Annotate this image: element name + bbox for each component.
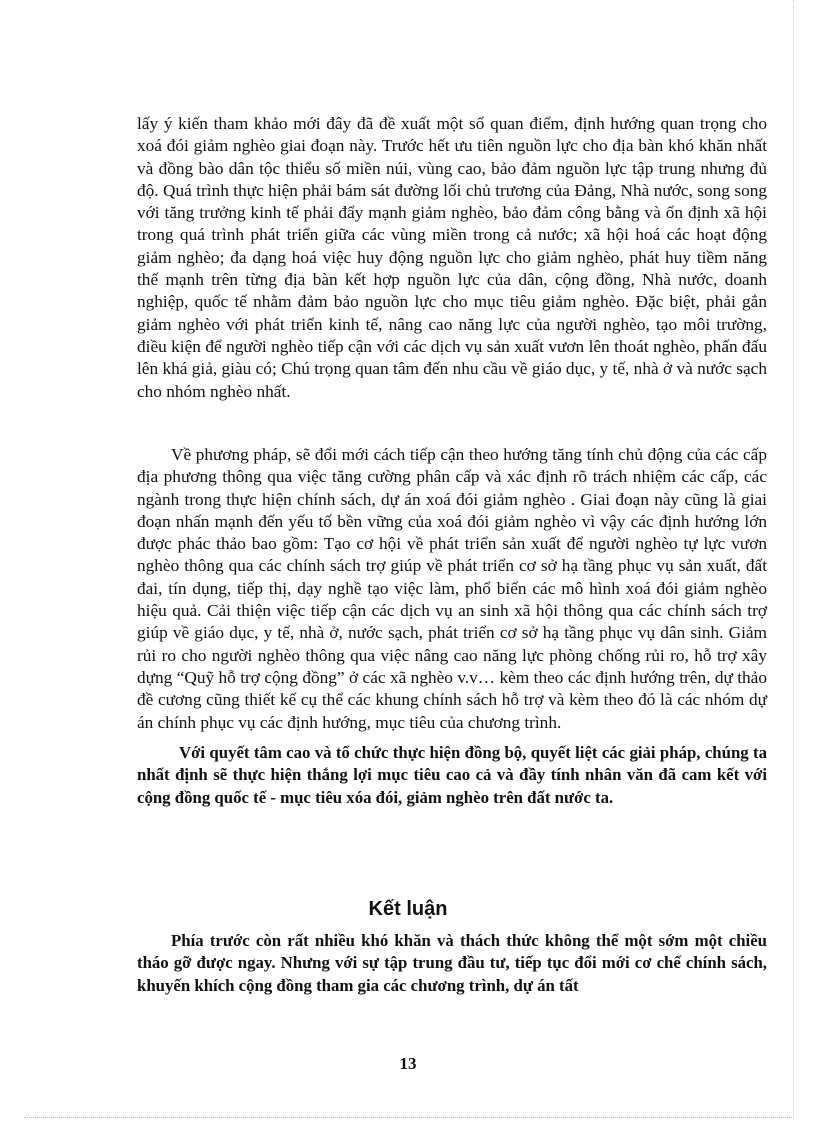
body-paragraph-3: Với quyết tâm cao và tổ chức thực hiện đồng bộ, quyết liệt các giải pháp, chúng ta nhất định sẽ thực hiện thắng lợi mục tiêu cao cả và đầy tính nhân văn đã cam kết với cộng đồng quốc tế - mục tiêu xóa đói, giảm nghèo trên đất nước ta. xyxy=(137,743,767,807)
page-right-border xyxy=(793,0,794,1120)
conclusion-paragraph: Phía trước còn rất nhiều khó khăn và thách thức không thể một sớm một chiều tháo gỡ được ngay. Nhưng với sự tập trung đầu tư, tiếp tục đổi mới cơ chế chính sách, khuyến khích cộng đồng tham gia các chương trình, dự án tất xyxy=(137,931,767,995)
section-heading: Kết luận xyxy=(368,898,448,920)
page-bottom-border xyxy=(24,1117,794,1118)
body-paragraph-2: Về phương pháp, sẽ đổi mới cách tiếp cận theo hướng tăng tính chủ động của các cấp địa phương thông qua việc tăng cường phân cấp và xác định rõ trách nhiệm các cấp, các ngành trong thực hiện chính sách, dự án xoá đói giảm nghèo . Giai đoạn này cũng là giai đoạn nhấn mạnh đến yếu tố bền vững của xoá đói giảm nghèo vì vậy các định hướng lớn được phác thảo bao gồm: Tạo cơ hội về phát triển sản xuất để người nghèo tự lực vươn nghèo thông qua các chính sách trợ giúp về phát triển cơ sở hạ tầng phục vụ sản xuất, đất đai, tín dụng, tiếp thị, dạy nghề tạo việc làm, phổ biến các mô hình xoá đói giảm nghèo hiệu quả. Cải thiện việc tiếp cận các dịch vụ an sinh xã hội thông qua các chính sách trợ giúp về giáo dục, y tế, nhà ở, nước sạch, phát triển cơ sở hạ tầng phục vụ dân sinh. Giảm rủi ro cho người nghèo thông qua việc nâng cao năng lực phòng chống rủi ro, hỗ trợ xây dựng “Quỹ hỗ trợ cộng đồng” ở các xã nghèo v.v… kèm theo các định hướng trên, dự thảo đề cương cũng thiết kế cụ thể các khung chính sách hỗ trợ và kèm theo đó là các nhóm dự án chính phục vụ các định hướng, mục tiêu của chương trình. xyxy=(137,445,767,732)
body-paragraph-1: lấy ý kiến tham khảo mới đây đã đề xuất một số quan điểm, định hướng quan trọng cho xoá đói giảm nghèo giai đoạn này. Trước hết ưu tiên nguồn lực cho địa bàn khó khăn nhất và đồng bào dân tộc thiểu số miền núi, vùng cao, bảo đảm nguồn lực tập trung nhưng đủ độ. Quá trình thực hiện phải bám sát đường lối chủ trương của Đảng, Nhà nước, song song với tăng trưởng kinh tế phải đẩy mạnh giảm nghèo, bảo đảm công bằng và ổn định xã hội trong quá trình phát triển giữa các vùng miền trong cả nước; xã hội hoá các hoạt động giảm nghèo; đa dạng hoá việc huy động nguồn lực cho giảm nghèo, phát huy tiềm năng thế mạnh trên từng địa bàn kết hợp nguồn lực của dân, cộng đồng, Nhà nước, doanh nghiệp, quốc tế nhằm đảm bảo nguồn lực cho mục tiêu giảm nghèo. Đặc biệt, phải gắn giảm nghèo với phát triển kinh tế, nâng cao năng lực của người nghèo, tạo môi trường, điều kiện để người nghèo tiếp cận với các dịch vụ sản xuất vươn lên thoát nghèo, phấn đấu lên khá giả, giàu có; Chú trọng quan tâm đến nhu cầu về giáo dục, y tế, nhà ở và nước sạch cho nhóm nghèo nhất. xyxy=(137,114,767,401)
page-number: 13 xyxy=(399,1054,417,1073)
